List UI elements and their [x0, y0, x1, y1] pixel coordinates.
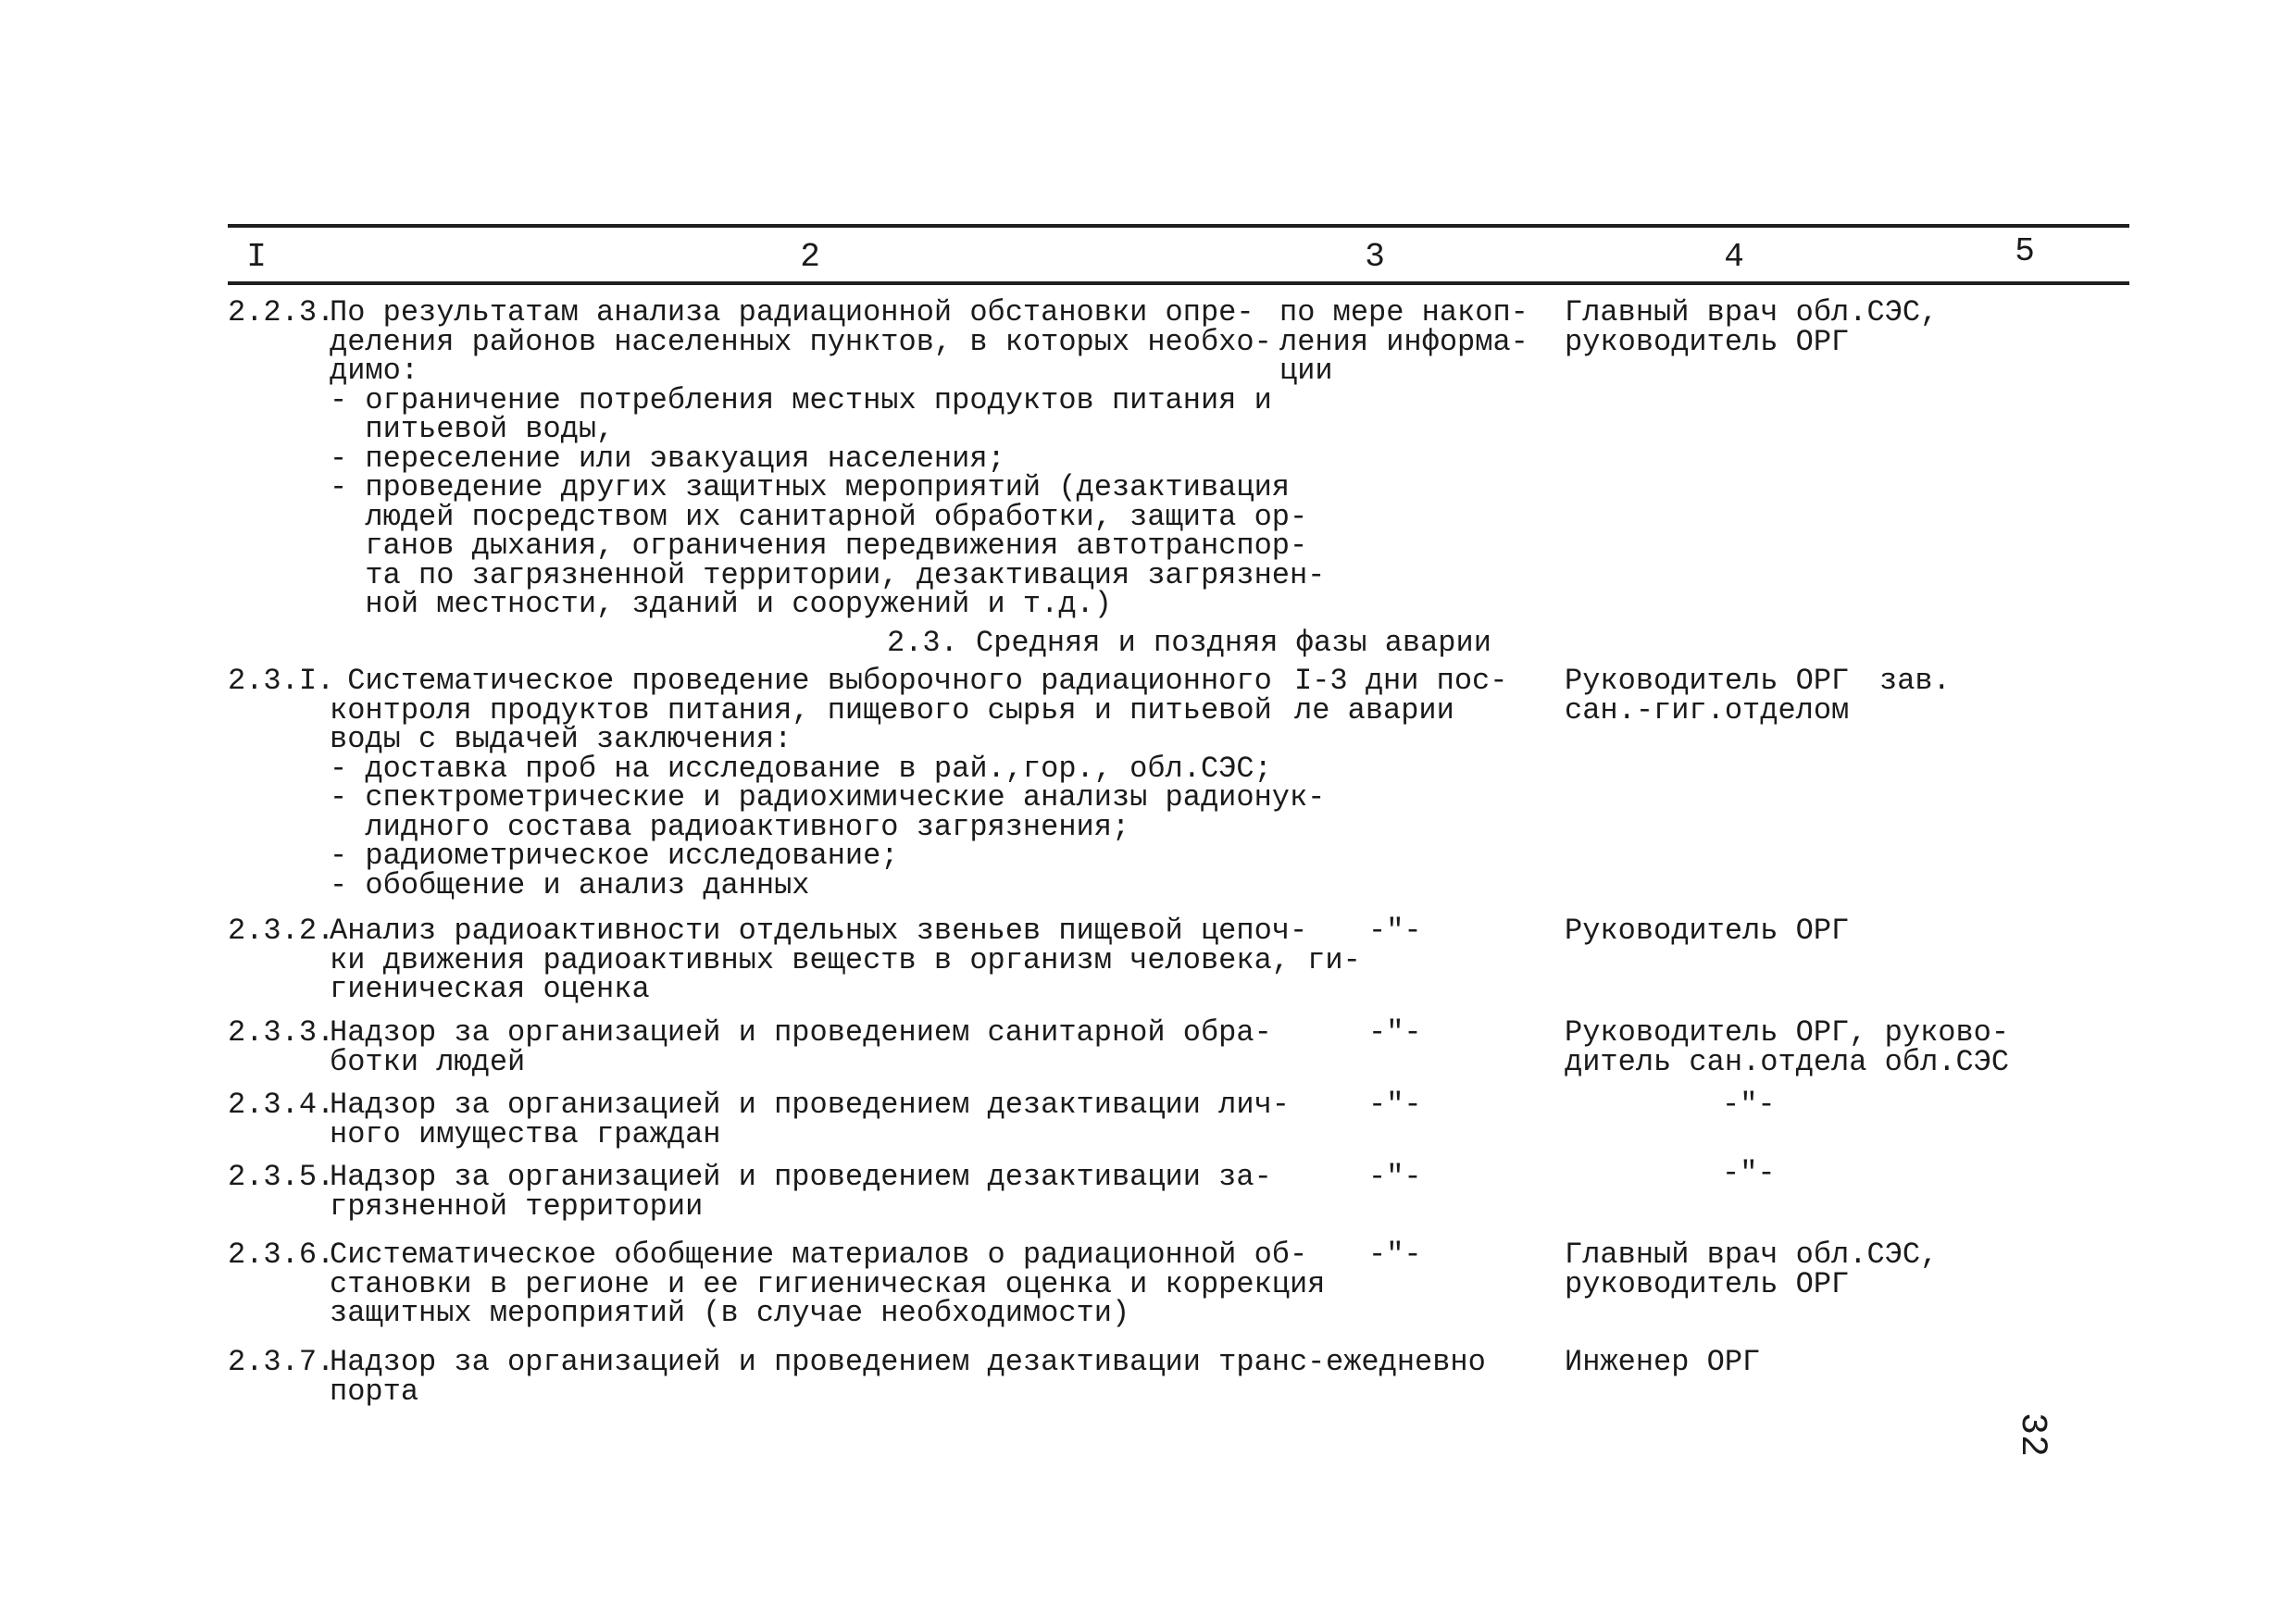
- row-description: Систематическое проведение выборочного радиационного контроля продуктов питания, пищевого сырья и питьевой воды с выдачей заключения: - доставка проб на исследование в рай.,гор., обл.СЭС; - спектрометрические и радиохимические анализы радионук- лидного состава радиоактивного загрязнения; - радиометрическое исследование; - обобщение и анализ данных: [330, 664, 1326, 902]
- row-number: 2.3.2.: [228, 914, 335, 948]
- row-deadline: -"-: [1368, 1015, 1422, 1050]
- row-number: 2.3.I.: [228, 664, 335, 698]
- row-number: 2.2.3.: [228, 295, 335, 330]
- row-description: Надзор за организацией и проведением дезактивации транс- порта: [330, 1345, 1326, 1409]
- row-description: По результатам анализа радиационной обстановки опре- деления районов населенных пунктов, в которых необхо- димо: - ограничение потребления местных продуктов питания и питьевой воды, - переселение или эвакуация населения; - проведение других защитных мероприятий (дезактивация людей посредством их санитарной обработки, защита ор- ганов дыхания, ограничения передвижения автотранспор- та по загрязненной территории, дезактивация загрязнен- ной местности, зданий и сооружений и т.д.): [330, 295, 1326, 621]
- row-description: Систематическое обобщение материалов о радиационной об- становки в регионе и ее гигиеническая оценка и коррекция защитных мероприятий (в случае необходимости): [330, 1238, 1326, 1330]
- row-description: Надзор за организацией и проведением санитарной обра- ботки людей: [330, 1015, 1272, 1079]
- row-col5: зав.: [1879, 664, 1951, 698]
- row-responsible: Главный врач обл.СЭС, руководитель ОРГ: [1565, 295, 1939, 359]
- row-responsible: Инженер ОРГ: [1565, 1345, 1761, 1379]
- row-number: 2.3.3.: [228, 1015, 335, 1050]
- row-responsible: Главный врач обл.СЭС, руководитель ОРГ: [1565, 1238, 1939, 1301]
- row-number: 2.3.5.: [228, 1160, 335, 1194]
- row-responsible: Руководитель ОРГ: [1565, 914, 1850, 948]
- column-header-4: 4: [1724, 238, 1744, 276]
- column-header-3: 3: [1365, 238, 1385, 276]
- header-top-rule: [228, 224, 2129, 228]
- row-description: Надзор за организацией и проведением дезактивации лич- ного имущества граждан: [330, 1088, 1290, 1151]
- column-header-5: 5: [2015, 232, 2035, 270]
- row-responsible: -"-: [1722, 1156, 1776, 1190]
- row-deadline: -"-: [1368, 1088, 1422, 1122]
- row-number: 2.3.6.: [228, 1238, 335, 1272]
- row-deadline: по мере накоп- ления информа- ции: [1279, 295, 1529, 388]
- row-number: 2.3.7.: [228, 1345, 335, 1379]
- page-number: 32: [2011, 1412, 2053, 1458]
- row-description: Анализ радиоактивности отдельных звеньев пищевой цепоч- ки движения радиоактивных веществ в организм человека, ги- гиеническая оценка: [330, 914, 1361, 1006]
- row-responsible: Руководитель ОРГ, руково- дитель сан.отдела обл.СЭС: [1565, 1015, 2010, 1079]
- section-title: 2.3. Средняя и поздняя фазы аварии: [887, 626, 1491, 660]
- row-responsible: Руководитель ОРГ сан.-гиг.отделом: [1565, 664, 1850, 728]
- row-deadline: I-3 дни пос- ле аварии: [1294, 664, 1508, 728]
- column-header-2: 2: [800, 238, 820, 276]
- header-bottom-rule: [228, 281, 2129, 285]
- row-deadline: -"-: [1368, 1238, 1422, 1272]
- row-deadline: -"-: [1368, 1160, 1422, 1194]
- row-deadline: ежедневно: [1326, 1345, 1486, 1379]
- column-header-1: I: [246, 238, 267, 276]
- row-number: 2.3.4.: [228, 1088, 335, 1122]
- row-description: Надзор за организацией и проведением дезактивации за- грязненной территории: [330, 1160, 1272, 1224]
- row-responsible: -"-: [1722, 1088, 1776, 1122]
- row-deadline: -"-: [1368, 914, 1422, 948]
